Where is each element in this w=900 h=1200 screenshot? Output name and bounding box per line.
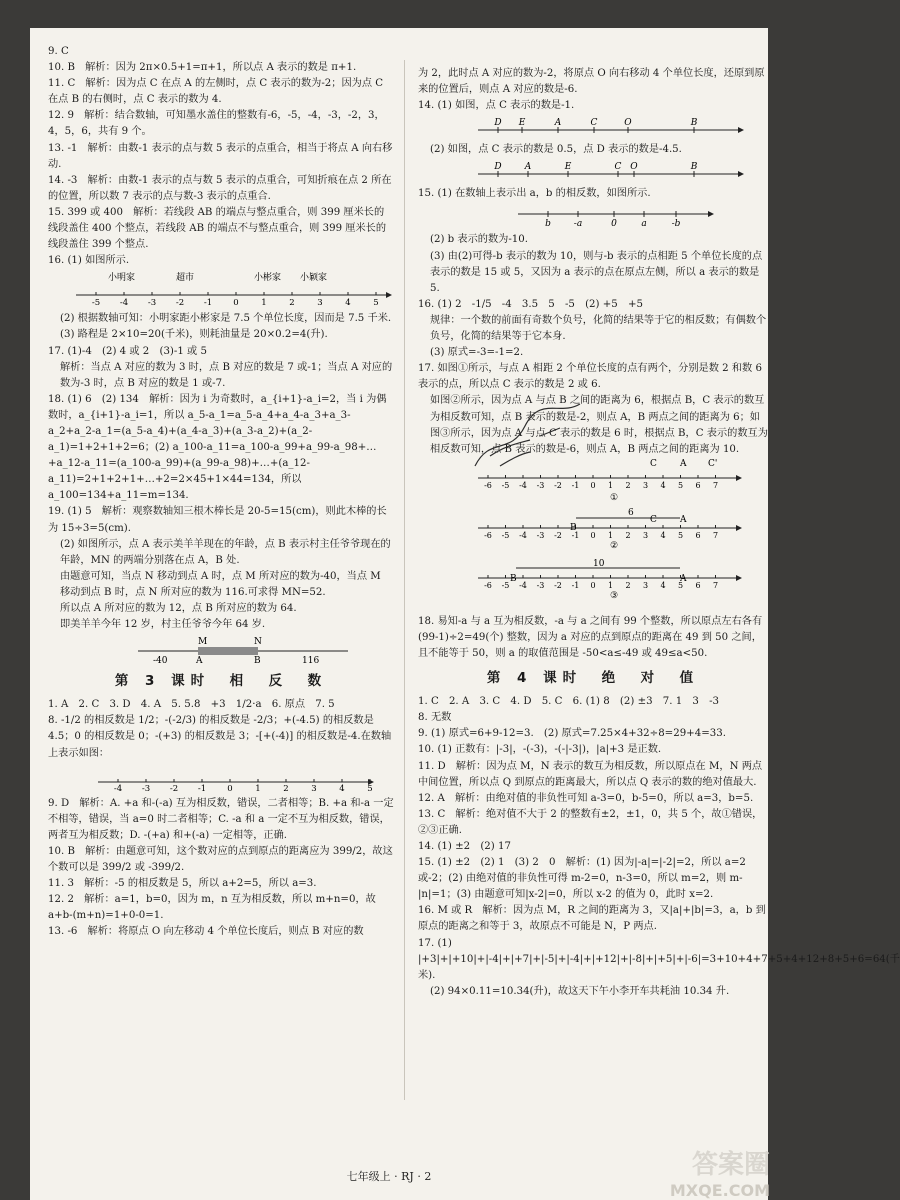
point-label: D xyxy=(494,162,502,173)
answer-item: 17. (1) |+3|+|+10|+|-4|+|+7|+|-5|+|-4|+|+12|+|-8|+|+5|+|-6|=3+10+4+7+5+4+12+8+5+6=64(千米). xyxy=(418,937,900,981)
number-line-q14a xyxy=(418,116,768,138)
tick-label: -2 xyxy=(554,480,562,490)
tick-label: 4 xyxy=(339,783,345,794)
section-title-4: 第 4 课时 绝 对 值 xyxy=(486,670,700,687)
tick-label: 2 xyxy=(625,530,631,540)
arrow-icon xyxy=(738,171,744,177)
number-line-svg xyxy=(418,160,768,182)
tick-label: -4 xyxy=(119,298,129,309)
tick-label: 6 xyxy=(695,530,701,540)
figure-label-2: ② xyxy=(609,540,619,551)
label-six: 6 xyxy=(628,507,634,518)
point-label: C xyxy=(590,118,598,129)
answer-item: 所以点 A 所对应的数为 12，点 B 所对应的数为 64. xyxy=(60,603,297,614)
tick-label: -4 xyxy=(519,580,527,590)
label-m: M xyxy=(198,637,208,648)
answer-item: 14. -3 解析：由数-1 表示的点与数 5 表示的点重合，可知折痕在点 2 所在的位置，所以数 7 表示的点与数-3 表示的点重合. xyxy=(48,174,392,202)
watermark-url: MXQE.COM xyxy=(669,1181,770,1200)
arrow-icon xyxy=(708,211,714,217)
number-line-q8 xyxy=(48,764,394,792)
tick-label: 2 xyxy=(625,480,631,490)
label-b: B xyxy=(254,656,261,667)
label-a3: A xyxy=(680,573,687,584)
point-group xyxy=(493,162,697,177)
tick-label: -5 xyxy=(501,580,510,590)
label-right-value: 116 xyxy=(302,656,320,667)
tick-label: -4 xyxy=(519,530,527,540)
answer-item: 9. C xyxy=(48,46,69,57)
answer-item: 即美羊羊今年 12 岁，村主任爷爷今年 64 岁. xyxy=(60,619,266,631)
point-label: -a xyxy=(573,219,583,230)
number-line-svg xyxy=(48,271,394,307)
answer-item: 1. C 2. A 3. C 4. D 5. C 6. (1) 8 (2) ±3 7. 1 3 -3 xyxy=(418,696,720,708)
tick-label: -2 xyxy=(554,530,562,540)
point-label: A xyxy=(524,162,532,173)
answer-item: 10. (1) 正数有：|-3|，-(-3)，-(-|-3|)，|a|+3 是正数. xyxy=(418,744,662,756)
answer-item: 1. A 2. C 3. D 4. A 5. 5.8 +3 1/2·a 6. 原点 7. 5 xyxy=(48,699,335,711)
tick-label: 7 xyxy=(712,480,719,490)
answer-item: 由题意可知，当点 N 移动到点 A 时，点 M 所对应的数为-40，当点 M 移动到点 B 时，点 N 所对应的数为 116.可求得 MN=52. xyxy=(60,570,381,598)
label-n: N xyxy=(254,637,262,648)
point-label: -b xyxy=(671,219,681,230)
left-column xyxy=(48,44,394,941)
answer-item: (3) 由(2)可得-b 表示的数为 10，则与-b 表示的点相距 5 个单位长度的点表示的数是 15 或 5，又因为 a 表示的点在原点左侧，所以 a 表示的数是 5. xyxy=(430,250,763,294)
tick-label: -2 xyxy=(169,783,179,794)
tick-label: 1 xyxy=(607,480,614,490)
tick-group xyxy=(114,779,373,794)
label-ten: 10 xyxy=(593,558,605,569)
tick-label: -4 xyxy=(113,783,123,794)
point-label: E xyxy=(518,118,526,129)
label-a: A xyxy=(196,656,203,667)
tick-label: 5 xyxy=(677,580,684,590)
point-label: b xyxy=(545,219,551,230)
tick-label: 4 xyxy=(345,298,351,309)
label-chaoshi: 超市 xyxy=(176,273,195,284)
tick-label: -5 xyxy=(501,530,510,540)
number-line-svg xyxy=(418,116,768,138)
point-label: E xyxy=(564,162,572,173)
label-xiaoming: 小明家 xyxy=(108,273,136,284)
tick-label: 3 xyxy=(642,480,649,490)
tick-label: 6 xyxy=(695,580,701,590)
answer-item: 如图②所示，因为点 A 与点 B 之间的距离为 6，根据点 B，C 表示的数互为相反数可知，点 B 表示的数是-2，则点 A，B 两点之间的距离为 6；如图③所示，因为点 A 与点 C 表示的数是 6 时，根据点 B，C 表示的数互为相反数可知，点 B 表示的数是-6，则点 A，B 两点之间的距离为 10. xyxy=(430,395,768,455)
handwriting-scribble xyxy=(470,396,600,476)
label-a1: A xyxy=(680,458,687,469)
answer-item: 14. (1) ±2 (2) 17 xyxy=(418,841,511,852)
label-xiaobin: 小彬家 xyxy=(254,273,282,284)
answer-item: 10. B 解析：由题意可知，这个数对应的点到原点的距离应为 399/2，故这个数可以是 399/2 或 -399/2. xyxy=(48,845,393,874)
figure-label-1: ① xyxy=(609,492,619,503)
number-line-svg xyxy=(48,764,394,792)
tick-label: -5 xyxy=(91,298,101,309)
watermark-text: 答案圈 xyxy=(691,1150,770,1180)
tick-label: 2 xyxy=(283,783,289,794)
answer-item: 15. 399 或 400 解析：若线段 AB 的端点与整点重合，则 399 厘米长的线段盖住 400 个整点，若线段 AB 的端点不与整点重合，则 399 厘米长的线段盖住 399 个整点. xyxy=(48,206,387,251)
answer-item: 17. 如图①所示，与点 A 相距 2 个单位长度的点有两个，分别是数 2 和数 6 表示的点，所以点 C 表示的数是 2 或 6. xyxy=(418,363,762,391)
number-line-q15 xyxy=(418,204,768,228)
label-b2: B xyxy=(570,522,577,533)
arrow-icon xyxy=(738,127,744,133)
label-xiaoying: 小颖家 xyxy=(300,273,328,284)
answer-item: 9. D 解析：A. +a 和-(-a) 互为相反数，错误，二者相等；B. +a 和-a 一定不相等，错误，当 a=0 时二者相等；C. -a 和 a 一定不互为相反数，错误，两者互为相反数；D. -(+a) 和+(-a) 一定相等，正确. xyxy=(48,797,394,841)
answer-item: 18. 易知-a 与 a 互为相反数，-a 与 a 之间有 99 个整数，所以原点左右各有 (99-1)÷2=49(个) 整数，因为 a 对应的点到原点的距离在 49 到 50 之间，且不能等于 50，则 a 的取值范围是 -50<a≤-49 或 49≤a<50. xyxy=(418,615,763,659)
label-left-value: -40 xyxy=(153,656,168,667)
answer-item: 19. (1) 5 解析：观察数轴知三根木棒长是 20-5=15(cm)，则此木棒的长为 15÷3=5(cm). xyxy=(48,506,387,534)
tick-label: -2 xyxy=(554,580,562,590)
tick-label: 1 xyxy=(261,298,267,309)
tick-label: 0 xyxy=(590,530,596,540)
tick-label: 4 xyxy=(660,580,666,590)
tick-label: -2 xyxy=(175,298,185,309)
tick-label: 5 xyxy=(677,530,684,540)
answer-item: 13. -6 解析：将原点 O 向左移动 4 个单位长度后，则点 B 对应的数 xyxy=(48,926,364,938)
point-label: B xyxy=(690,118,698,129)
answer-item: 8. 无数 xyxy=(418,712,452,724)
tick-label: -6 xyxy=(484,580,492,590)
answer-item: (2) 根据数轴可知：小明家距小彬家是 7.5 个单位长度，因而是 7.5 千米. xyxy=(60,313,392,325)
tick-label: -5 xyxy=(501,480,510,490)
watermark-logo xyxy=(640,1144,770,1200)
answer-item: 11. D 解析：因为点 M，N 表示的数互为相反数，所以原点在 M，N 两点中间位置，所以点 Q 到原点的距离最大，所以点 Q 表示的数的绝对值最大. xyxy=(418,760,763,788)
tick-label: 2 xyxy=(289,298,295,309)
label-a2: A xyxy=(680,514,687,525)
point-label: 0 xyxy=(611,219,617,230)
tick-label: -6 xyxy=(484,480,492,490)
label-c2: C xyxy=(650,514,657,525)
answer-item: (2) 94×0.11=10.34(升)，故这天下午小李开车共耗油 10.34 升. xyxy=(430,985,730,997)
tick-label: 3 xyxy=(317,298,323,309)
tick-label: 6 xyxy=(695,480,701,490)
tick-label: -3 xyxy=(536,530,545,540)
answer-item: (3) 路程是 2×10=20(千米)，则耗油量是 20×0.2=4(升). xyxy=(60,329,328,341)
number-line-svg xyxy=(418,204,768,228)
tick-label: 1 xyxy=(607,530,614,540)
tick-label: 0 xyxy=(590,580,596,590)
tick-label: 4 xyxy=(660,480,666,490)
answer-item: (2) 如图所示，点 A 表示美羊羊现在的年龄，点 B 表示村主任爷爷现在的年龄，MN 的两端分别落在点 A，B 处. xyxy=(60,538,391,566)
tick-label: 0 xyxy=(227,783,233,794)
tick-label: -3 xyxy=(536,580,545,590)
tick-label: 0 xyxy=(590,480,596,490)
segment-mn xyxy=(198,647,258,655)
answer-item: 12. 2 解析：a=1，b=0，因为 m，n 互为相反数，所以 m+n=0，故 a+b-(m+n)=1+0-0=1. xyxy=(48,894,376,922)
arrow-icon xyxy=(386,292,392,298)
tick-label: 5 xyxy=(367,783,373,794)
tick-label: 3 xyxy=(311,783,317,794)
tick-label: 3 xyxy=(642,580,649,590)
point-label: O xyxy=(624,118,632,129)
answer-item: 11. C 解析：因为点 C 在点 A 的左侧时，点 C 表示的数为-2；因为点 C 在点 B 的右侧时，点 C 表示的数为 4. xyxy=(48,78,384,106)
tick-label: -3 xyxy=(536,480,545,490)
tick-label: 5 xyxy=(677,480,684,490)
tick-label: 1 xyxy=(607,580,614,590)
answer-item: 规律：一个数的前面有奇数个负号，化简的结果等于它的相反数；有偶数个负号，化简的结果等于它本身. xyxy=(430,314,767,343)
tick-label: -3 xyxy=(147,298,157,309)
answer-item: 18. (1) 6 (2) 134 解析：因为 i 为奇数时，a_{i+1}-a_i=2，当 i 为偶数时，a_{i+1}-a_i=1，所以 a_5-a_1=a_5-a_4+a_4-a_3+a_3-a_2+a_2-a_1=(a_5-a_4)+(a_4-a_3)+(a_3-a_2)+(a_2-a_1)=1+2+1+2=6；(2) a_100-a_11=a_100-a_99+a_99-a_98+…+a_12-a_11=(a_100-a_99)+(a_99-a_98)+…+(a_12-a_11)=2+1+2+1+…+2=2×45+1×44=134，所以 a_100=134+a_11=m=134. xyxy=(48,393,387,502)
figure-label-3: ③ xyxy=(609,590,619,601)
answer-item: 15. (1) ±2 (2) 1 (3) 2 0 解析：(1) 因为|-a|=|-2|=2，所以 a=2 或-2；(2) 由绝对值的非负性可得 m-2=0，n-3=0，所以 m=2，则 m-|n|=1；(3) 由题意可知|x-2|=0，所以 x-2 的值为 0，此时 x=2. xyxy=(418,857,746,901)
tick-label: -3 xyxy=(141,783,151,794)
tick-label: 1 xyxy=(255,783,261,794)
tick-label: -1 xyxy=(571,580,580,590)
answer-item: 17. (1)-4 (2) 4 或 2 (3)-1 或 5 xyxy=(48,345,207,357)
tick-label: -4 xyxy=(519,480,527,490)
answer-item: 为 2，此时点 A 对应的数为-2，将原点 O 向右移动 4 个单位长度，还原到原来的位置后，则点 A 对应的数是-6. xyxy=(418,68,765,96)
arrow-icon xyxy=(736,525,742,531)
tick-label: 7 xyxy=(712,580,719,590)
point-label: A xyxy=(554,118,562,129)
answer-item: 8. -1/2 的相反数是 1/2；-(-2/3) 的相反数是 -2/3；+(-4.5) 的相反数是 4.5；0 的相反数是 0；-(+3) 的相反数是 3；-[+(-4)] 的相反数是-4.在数轴上表示如图： xyxy=(48,715,392,759)
tick-label: 0 xyxy=(233,298,239,309)
point-label: C xyxy=(614,162,622,173)
point-label: O xyxy=(630,162,638,173)
label-c1: C xyxy=(650,458,657,469)
answer-item: 16. M 或 R 解析：因为点 M，R 之间的距离为 3，又|a|+|b|=3，a，b 到原点的距离之和等于 3，故原点不可能是 N，P 两点. xyxy=(418,905,766,933)
answer-item: 12. A 解析：由绝对值的非负性可知 a-3=0，b-5=0，所以 a=3，b=5. xyxy=(418,792,754,804)
tick-group xyxy=(92,292,379,308)
answer-item: 15. (1) 在数轴上表示出 a，b 的相反数，如图所示. xyxy=(418,188,651,200)
tick-label: 3 xyxy=(642,530,649,540)
point-label: D xyxy=(494,118,502,129)
tick-label: -1 xyxy=(571,480,580,490)
answer-item: 12. 9 解析：结合数轴，可知墨水盖住的整数有-6，-5，-4，-3，-2，3，4，5，6，共有 9 个。 xyxy=(48,110,385,138)
number-line-q16 xyxy=(48,271,394,307)
arrow-icon xyxy=(736,575,742,581)
number-line-q14b xyxy=(418,160,768,182)
number-line-svg xyxy=(48,635,394,665)
answer-item: 16. (1) 如图所示. xyxy=(48,255,130,267)
point-label: a xyxy=(641,219,647,230)
point-label: B xyxy=(690,162,698,173)
right-column xyxy=(418,66,900,1000)
answer-item: 14. (1) 如图，点 C 表示的数是-1. xyxy=(418,100,575,112)
arrow-icon xyxy=(736,475,742,481)
answer-item: (3) 原式=-3=-1=2. xyxy=(430,347,524,359)
column-divider xyxy=(404,60,405,1100)
tick-label: 2 xyxy=(625,580,631,590)
answer-item: (2) b 表示的数为-10. xyxy=(430,234,529,246)
number-line-q19 xyxy=(48,635,394,665)
tick-label: 4 xyxy=(660,530,666,540)
answer-item: 解析：当点 A 对应的数为 3 时，点 B 对应的数是 7 或-1；当点 A 对应的数为-3 时，点 B 对应的数是 1 或-7. xyxy=(60,361,393,389)
label-c1-prime: C' xyxy=(708,458,718,469)
number-line-svg xyxy=(418,460,768,610)
answer-item: 13. -1 解析：由数-1 表示的点与数 5 表示的点重合，相当于将点 A 向右移动. xyxy=(48,142,393,170)
label-b3: B xyxy=(510,573,517,584)
tick-label: -1 xyxy=(203,298,213,309)
section-title-3: 第 3 课时 相 反 数 xyxy=(114,673,328,690)
tick-label: 5 xyxy=(373,298,379,309)
tick-label: -1 xyxy=(571,530,580,540)
answer-item: 11. 3 解析：-5 的相反数是 5，所以 a+2=5，所以 a=3. xyxy=(48,878,317,890)
page-footer: 七年级上 · RJ · 2 xyxy=(346,1170,432,1183)
tick-label: 7 xyxy=(712,530,719,540)
tick-label: -1 xyxy=(197,783,207,794)
point-group xyxy=(493,118,697,133)
answer-item: 10. B 解析：因为 2π×0.5+1=π+1，所以点 A 表示的数是 π+1. xyxy=(48,62,357,74)
number-lines-q17 xyxy=(418,460,768,610)
answer-item: (2) 如图，点 C 表示的数是 0.5，点 D 表示的数是-4.5. xyxy=(430,144,682,156)
answer-item: 16. (1) 2 -1/5 -4 3.5 5 -5 (2) +5 +5 xyxy=(418,298,643,310)
tick-label: -6 xyxy=(484,530,492,540)
answer-item: 13. C 解析：绝对值不大于 2 的整数有±2，±1，0，共 5 个，故①错误，②③正确. xyxy=(418,808,763,836)
answer-item: 9. (1) 原式=6+9-12=3. (2) 原式=7.25×4+32÷8=29+4=33. xyxy=(418,728,726,740)
